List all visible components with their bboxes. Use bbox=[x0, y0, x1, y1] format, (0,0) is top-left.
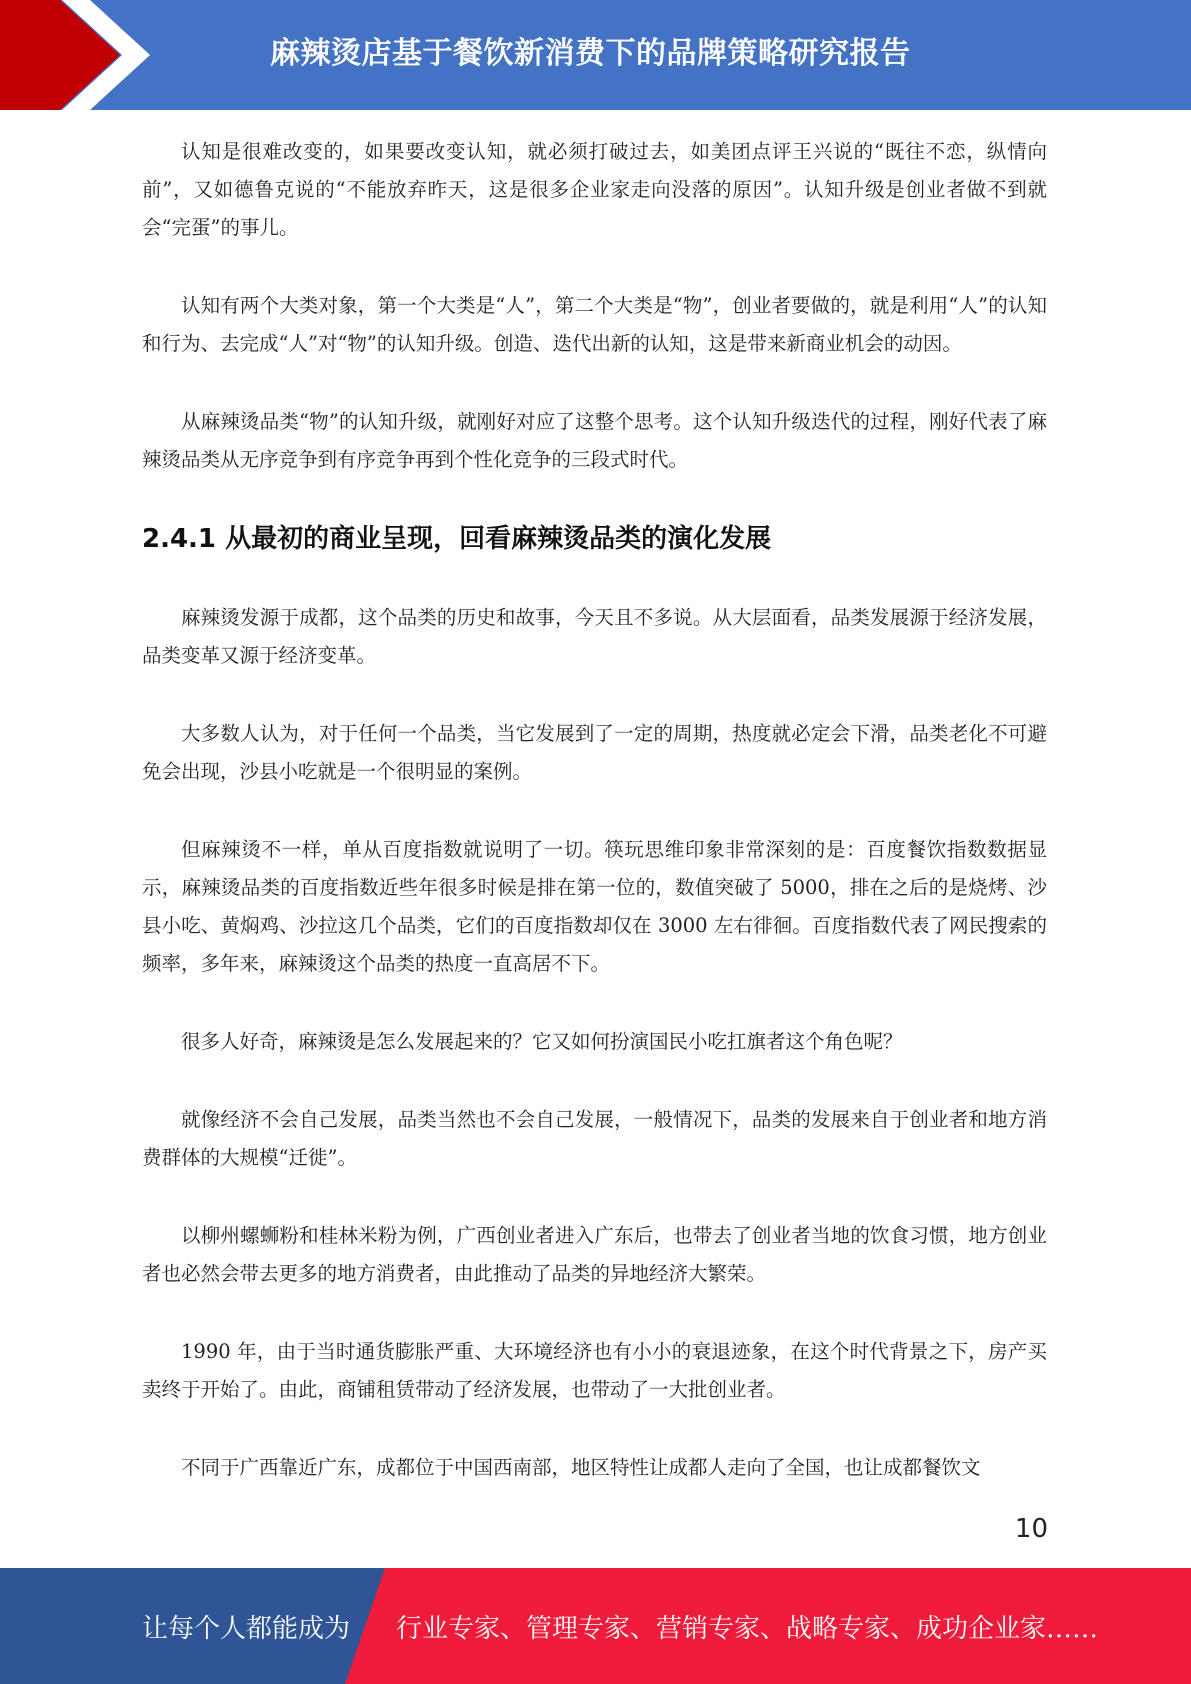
page-footer bbox=[0, 1568, 1191, 1684]
paragraph: 很多人好奇，麻辣烫是怎么发展起来的？它又如何扮演国民小吃扛旗者这个角色呢？ bbox=[181, 1030, 903, 1053]
section-heading: 2.4.1 从最初的商业呈现，回看麻辣烫品类的演化发展 bbox=[142, 524, 772, 554]
footer-slogan-right: 行业专家、管理专家、营销专家、战略专家、成功企业家…… bbox=[396, 1613, 1099, 1644]
paragraph: 认知是很难改变的，如果要改变认知，就必须打破过去，如美团点评王兴说的“既往不恋，纵情向前”，又如德鲁克说的“不能放弃昨天，这是很多企业家走向没落的原因”。认知升级是创业者做不到就会“完蛋”的事儿。 bbox=[142, 140, 1047, 239]
paragraph: 1990 年，由于当时通货膨胀严重、大环境经济也有小小的衰退迹象，在这个时代背景之下，房产买卖终于开始了。由此，商铺租赁带动了经济发展，也带动了一大批创业者。 bbox=[142, 1340, 1047, 1401]
page-number: 10 bbox=[1014, 1514, 1048, 1544]
footer-slogan-left: 让每个人都能成为 bbox=[142, 1613, 351, 1644]
paragraph: 不同于广西靠近广东，成都位于中国西南部，地区特性让成都人走向了全国，也让成都餐饮文 bbox=[181, 1456, 981, 1479]
paragraph: 麻辣烫发源于成都，这个品类的历史和故事，今天且不多说。从大层面看，品类发展源于经济发展，品类变革又源于经济变革。 bbox=[142, 606, 1047, 667]
report-title: 麻辣烫店基于餐饮新消费下的品牌策略研究报告 bbox=[270, 36, 911, 71]
paragraph: 从麻辣烫品类“物”的认知升级，就刚好对应了这整个思考。这个认知升级迭代的过程，刚好代表了麻辣烫品类从无序竞争到有序竞争再到个性化竞争的三段式时代。 bbox=[142, 410, 1047, 471]
paragraph: 大多数人认为，对于任何一个品类，当它发展到了一定的周期，热度就必定会下滑，品类老化不可避免会出现，沙县小吃就是一个很明显的案例。 bbox=[142, 722, 1047, 783]
paragraph: 认知有两个大类对象，第一个大类是“人”，第二个大类是“物”，创业者要做的，就是利用“人”的认知和行为、去完成“人”对“物”的认知升级。创造、迭代出新的认知，这是带来新商业机会的动因。 bbox=[142, 294, 1047, 355]
paragraph: 以柳州螺蛳粉和桂林米粉为例，广西创业者进入广东后，也带去了创业者当地的饮食习惯，地方创业者也必然会带去更多的地方消费者，由此推动了品类的异地经济大繁荣。 bbox=[142, 1224, 1047, 1285]
paragraph: 就像经济不会自己发展，品类当然也不会自己发展，一般情况下，品类的发展来自于创业者和地方消费群体的大规模“迁徙”。 bbox=[142, 1108, 1047, 1169]
page-content bbox=[142, 133, 1047, 1527]
page-header bbox=[0, 0, 1191, 110]
paragraph: 但麻辣烫不一样，单从百度指数就说明了一切。筷玩思维印象非常深刻的是：百度餐饮指数数据显示，麻辣烫品类的百度指数近些年很多时候是排在第一位的，数值突破了 5000，排在之后的是烧烤、沙县小吃、黄焖鸡、沙拉这几个品类，它们的百度指数却仅在 3000 左右徘徊。百度指数代表了网民搜索的频率，多年来，麻辣烫这个品类的热度一直高居不下。 bbox=[142, 838, 1047, 975]
